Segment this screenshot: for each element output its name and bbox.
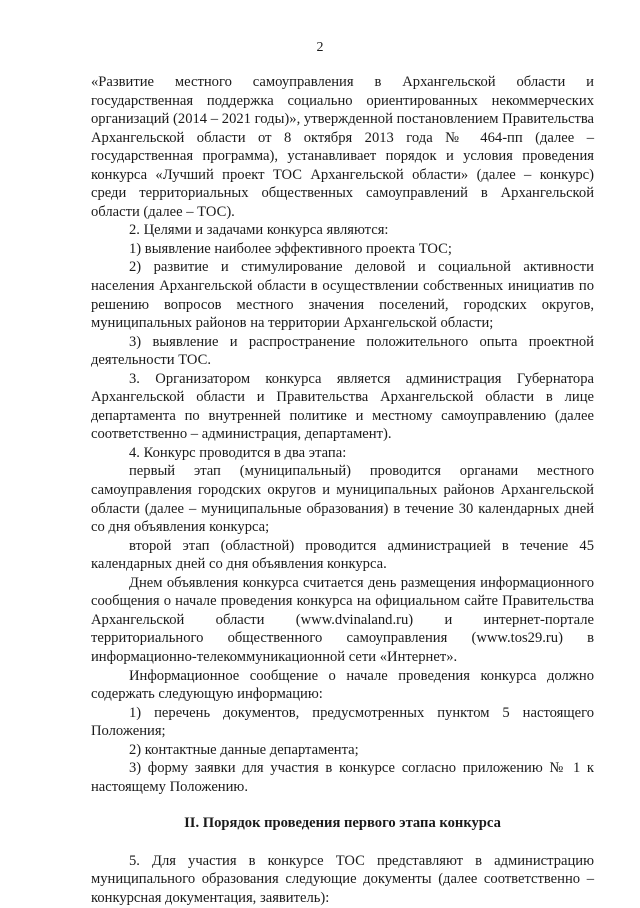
paragraph-stage-2: второй этап (областной) проводится администрацией в течение 45 календарных дней со дня объявления конкурса. bbox=[91, 537, 594, 573]
document-body bbox=[91, 73, 594, 908]
page-number: 2 bbox=[316, 40, 324, 55]
paragraph-info-1: 1) перечень документов, предусмотренных пунктом 5 настоящего Положения; bbox=[91, 704, 594, 740]
paragraph-stage-1: первый этап (муниципальный) проводится органами местного самоуправления городских округов и муниципальных районов Архангельской области (далее – муниципальные образования) в течение 30 календарных дней со дня объявления конкурса; bbox=[91, 463, 594, 536]
paragraph-item-4: 4. Конкурс проводится в два этапа: bbox=[129, 444, 347, 461]
paragraph-info-message: Информационное сообщение о начале проведения конкурса должно содержать следующую информацию: bbox=[91, 667, 594, 703]
section-heading: II. Порядок проведения первого этапа конкурса bbox=[184, 815, 501, 832]
paragraph-goal-1: 1) выявление наиболее эффективного проекта ТОС; bbox=[129, 240, 452, 257]
paragraph-intro: «Развитие местного самоуправления в Архангельской области и государственная поддержка социально ориентированных некоммерческих организаций (2014 – 2021 годы)», утвержденной постановлением Правительства Архангельской области от 8 октября 2013 года № 464-пп (далее – государственная программа), устанавливает порядок и условия проведения конкурса «Лучший проект ТОС Архангельской области» (далее – конкурс) среди территориальных общественных самоуправлений в Архангельской области (далее – ТОС). bbox=[91, 74, 594, 220]
paragraph-item-3: 3. Организатором конкурса является администрация Губернатора Архангельской области и Правительства Архангельской области в лице департамента по внутренней политике и местному самоуправлению (далее соответственно – администрация, департамент). bbox=[91, 370, 594, 443]
paragraph-item-5: 5. Для участия в конкурсе ТОС представляют в администрацию муниципального образования следующие документы (далее соответственно – конкурсная документация, заявитель): bbox=[91, 852, 594, 906]
paragraph-goal-2: 2) развитие и стимулирование деловой и социальной активности населения Архангельской области в осуществлении собственных инициатив по решению вопросов местного значения поселений, городских округов, муниципальных районов на территории Архангельской области; bbox=[91, 259, 594, 332]
paragraph-item-2: 2. Целями и задачами конкурса являются: bbox=[129, 222, 389, 239]
paragraph-info-2: 2) контактные данные департамента; bbox=[129, 741, 359, 758]
paragraph-goal-3: 3) выявление и распространение положительного опыта проектной деятельности ТОС. bbox=[91, 333, 594, 369]
paragraph-info-3: 3) форму заявки для участия в конкурсе согласно приложению № 1 к настоящему Положению. bbox=[91, 760, 594, 795]
paragraph-announcement-day: Днем объявления конкурса считается день размещения информационного сообщения о начале проведения конкурса на официальном сайте Правительства Архангельской области (www.dvinaland.ru) и интернет-портале территориального общественного самоуправления (www.tos29.ru) в информационно-телекоммуникационной сети «Интернет». bbox=[91, 574, 594, 665]
